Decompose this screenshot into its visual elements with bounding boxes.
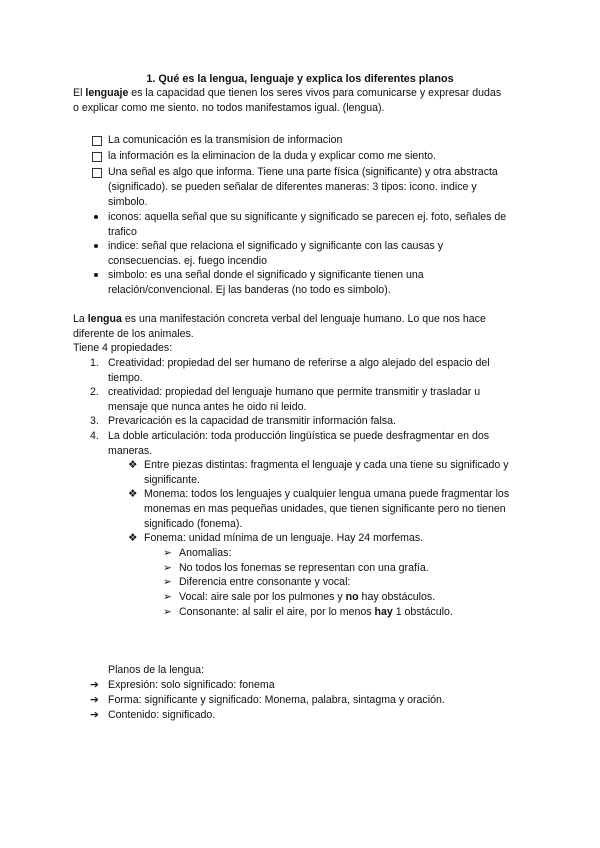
bullet-dot-icon (94, 215, 98, 219)
intro-line-1 (73, 86, 501, 101)
lengua-line-1: La lengua es una manifestación concreta verbal del lenguaje humano. Lo que nos hace (73, 313, 486, 325)
list-number: 3. (90, 415, 99, 427)
arrow-right-icon: ➔ (90, 709, 99, 721)
document-page: 1. Qué es la lengua, lenguaje y explica los diferentes planos El lenguaje es la capacidad que tienen los seres vivos para comunicarse y expresar dudas o explicar como me siento. no todos manifestamos igual. (lengua). La comunicación es la transmision de informacion la información es la eliminacion de la duda y explicar como me siento. Una señal es algo que informa. Tiene una parte física (significante) y otra abstracta (significado). se pueden señalar de diferentes maneras: 3 tipos: icono. indice y simbolo. iconos: aquella señal que su significante y significado se parecen ej. foto, señales de trafico indice: señal que relaciona el significado y significante con las causas y consecuencias. ej. fuego incendio simbolo: es una señal donde el significado y significante tienen una relación/convencional. Ej las banderas (no todo es simbolo). La lengua es una manifestación concreta verbal del lenguaje humano. Lo que nos hace diferente de los animales. Tiene 4 propiedades: 1. Creatividad: propiedad del ser humano de referirse a algo alejado del espacio del tiempo. 2. creatividad: propiedad del lenguaje humano que permite transmitir y trasladar u mensaje que nunca antes he oido ni leido. 3. Prevaricación es la capacidad de transmitir información falsa. 4. La doble articulación: toda producción lingüística se puede desfragmentar en dos maneras. ❖ Entre piezas distintas: fragmenta el lenguaje y cada una tiene su significado y significante. ❖ Monema: todos los lenguajes y cualquier lengua umana puede fragmentar los monemas en mas pequeñas unidades, que tienen significante pero no tienen significado (fonema). ❖ Fonema: unidad mínima de un lenguaje. Hay 24 morfemas. ➢ Anomalias: ➢ No todos los fonemas se representan con una grafía. ➢ Diferencia entre consonante y vocal: ➢ Vocal: aire sale por los pulmones y no hay obstáculos. ➢ Consonante: al salir el aire, por lo menos hay 1 obstáculo. Planos de la lengua: ➔ Expresión: solo significado: fonema ➔ Forma: significante y significado: Monema, palabra, sintagma y oración. ➔ Contenido: significado. (0, 0, 600, 848)
diamond-icon: ❖ (128, 488, 138, 500)
list-number: 4. (90, 430, 99, 442)
diamond-icon: ❖ (128, 459, 138, 471)
arrowhead-icon: ➢ (163, 562, 172, 574)
arrow-right-icon: ➔ (90, 679, 99, 691)
arrowhead-icon: ➢ (163, 591, 172, 603)
planos-heading: Planos de la lengua: (108, 664, 205, 676)
lengua-line-3: Tiene 4 propiedades: (73, 342, 173, 354)
bullet-dot-icon (94, 244, 98, 248)
arrowhead-icon: ➢ (163, 576, 172, 588)
checkbox-icon[interactable] (92, 136, 102, 146)
intro-line-2: o explicar como me siento. no todos manifestamos igual. (lengua). (73, 102, 385, 114)
page-title: 1. Qué es la lengua, lenguaje y explica los diferentes planos (146, 73, 454, 85)
arrow-right-icon: ➔ (90, 694, 99, 706)
diamond-icon: ❖ (128, 532, 138, 544)
lengua-keyword: lengua (87, 313, 122, 325)
intro-keyword: lenguaje (85, 87, 129, 99)
arrowhead-icon: ➢ (163, 606, 172, 618)
lengua-line-2: diferente de los animales. (73, 328, 194, 340)
bullet-dot-icon (94, 273, 98, 277)
list-number: 2. (90, 386, 99, 398)
arrowhead-icon: ➢ (163, 547, 172, 559)
intro-text: es la capacidad que tienen los seres vivos para comunicarse y expresar dudas (128, 87, 502, 99)
intro-text: El (73, 87, 86, 99)
checkbox-icon[interactable] (92, 152, 102, 162)
list-number: 1. (90, 357, 99, 369)
checkbox-icon[interactable] (92, 168, 102, 178)
